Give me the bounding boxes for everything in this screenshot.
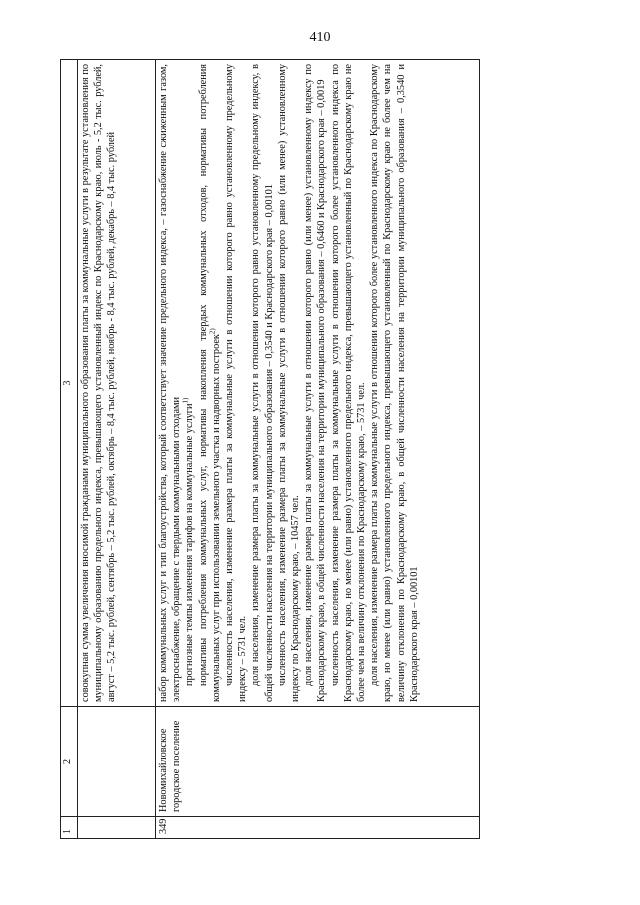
- header-col-2: 2: [61, 707, 78, 817]
- table-header-row: [61, 60, 78, 839]
- paragraph-share-equal: доля населения, изменение размера платы за коммунальные услуги в отношении которого равно установленному предельному индексу, в общей численности населения на территории муниципального образования – 0,3540 и Краснодарского края – 0,00101: [250, 64, 275, 702]
- row-number: 349: [156, 817, 480, 839]
- table-row-continuation: [78, 60, 156, 839]
- paragraph-tariff-forecast: прогнозные темпы изменения тарифов на коммунальные услуги$^{1)}$: [181, 397, 196, 686]
- page-number: 410: [309, 30, 331, 45]
- paragraph-consumption-norms: нормативы потребления коммунальных услуг, нормативы накопления твердых коммунальных отходов, нормативы потребления коммунальных услуг при использовании земельного участка и надворных построек$^{2)}$: [197, 64, 222, 702]
- paragraph-share-below: доля населения, изменение размера платы за коммунальные услуги в отношении которого равно (или менее) установленному индексу по Краснодарскому краю, в общей численности населения на территории муниципального образования – 0,6460 и Краснодарского края – 0,0019: [303, 64, 328, 702]
- row-details: [156, 60, 480, 707]
- header-col-1: 1: [61, 817, 78, 839]
- table-row: [156, 60, 480, 839]
- cell-empty: [78, 817, 156, 839]
- paragraph-population-below: численность населения, изменение размера платы за коммунальные услуги в отношении которого равно (или менее) установленному индексу по Краснодарскому краю, – 10457 чел.: [276, 64, 302, 702]
- paragraph-share-above: доля населения, изменение размера платы за коммунальные услуги в отношении которого более установленного индекса по Краснодарскому краю, но менее (или равно) установленного предельного индекса, превышающего установленный по Краснодарскому краю не более чем на величину отклонения по Краснодарскому краю, в общей численности населения на территории муниципального образования – 0,3540 и Краснодарского края – 0,00101: [369, 64, 420, 702]
- data-table: [60, 59, 480, 839]
- footnote-ref: 2): [208, 328, 217, 335]
- cell-empty: [78, 707, 156, 817]
- header-col-3: 3: [61, 60, 78, 707]
- paragraph-population-equal: численность населения, изменение размера платы за коммунальные услуги в отношении которого равно установленному предельному индексу – 5731 чел.: [224, 64, 249, 702]
- paragraph-utility-set: набор коммунальных услуг и тип благоустройства, который соответствует значение предельного индекса, – газоснабжение сжиженным газом, электроснабжение, обращение с твердыми коммунальными отходами: [158, 64, 183, 702]
- rotated-table-container: [60, 59, 480, 839]
- paragraph-population-above: численность населения, изменение размера платы за коммунальные услуги в отношении которого более установленного индекса по Краснодарскому краю, но менее (или равно) установленного предельного индекса, превышающего установленный по Краснодарскому краю не более чем на величину отклонения по Краснодарскому краю, – 5731 чел.: [329, 64, 368, 702]
- carry-over-text: совокупная сумма увеличения вносимой гражданами муниципального образования платы за коммунальные услуги в результате установления по муниципальному образованию предельного индекса, превышающего установленный индекс по Краснодарскому краю, июль - 5,2 тыс. рублей, август – 5,2 тыс. рублей, сентябрь – 5,2 тыс. рублей, октябрь – 8,4 тыс. рублей, ноябрь - 8,4 тыс. рублей, декабрь – 8,4 тыс. рублей: [78, 60, 156, 707]
- footnote-ref: 1): [181, 397, 190, 404]
- row-municipality-name: Новомихайловское городское поселение: [156, 707, 480, 817]
